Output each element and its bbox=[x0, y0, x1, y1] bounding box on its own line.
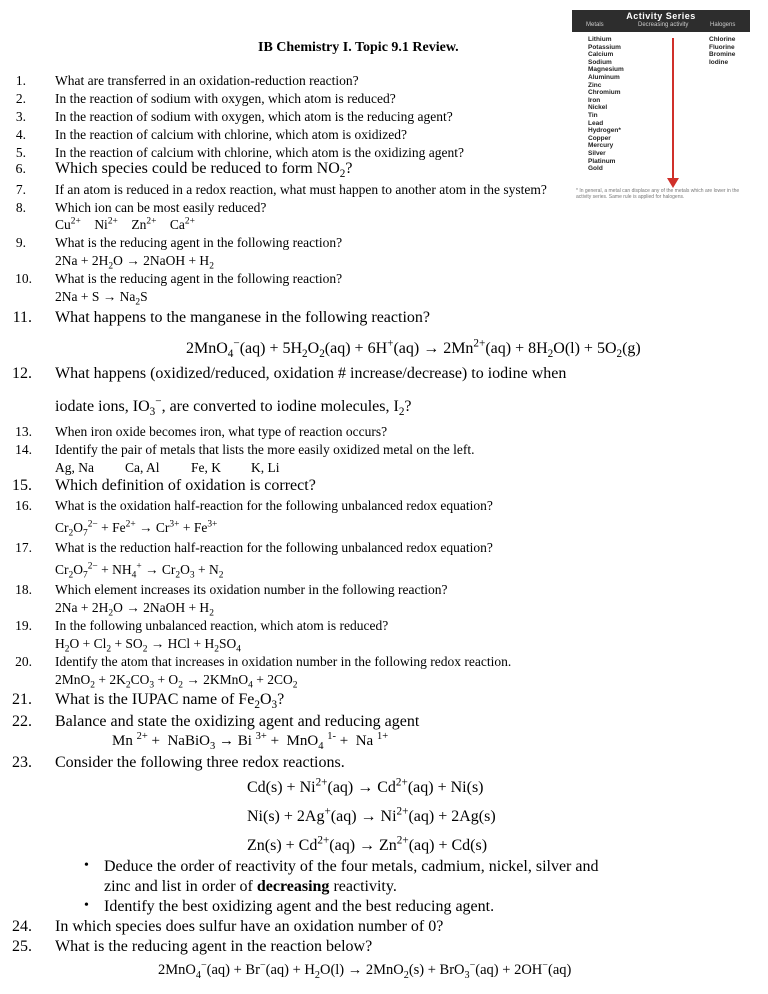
question-23-bullet-1-line-2: zinc and list in order of decreasing reactivity. bbox=[104, 878, 397, 895]
question-14-option-4: K, Li bbox=[251, 460, 280, 475]
metal-item: Sodium bbox=[588, 58, 612, 66]
metal-item: Calcium bbox=[588, 51, 614, 59]
question-23-bullet-2: Identify the best oxidizing agent and the best reducing agent. bbox=[104, 898, 495, 915]
question-14-option-2: Ca, Al bbox=[125, 460, 160, 475]
halogens-list bbox=[709, 36, 735, 66]
bullet-icon: • bbox=[84, 858, 89, 873]
metal-item: Lead bbox=[588, 119, 604, 127]
question-22-equation: Mn $^{2+}$ + NaBiO$_3$ → Bi $^{3+}$ + MnO$_4$ $^{1-}$ + Na $^{1+}$ bbox=[112, 731, 389, 752]
question-18-equation: $2Na + 2H_2O$ → 2NaOH + $H_2$ bbox=[55, 600, 214, 619]
metal-item: Silver bbox=[588, 149, 606, 157]
activity-series-note: * In general, a metal can displace any of the metals which are lower in the activity series. Same rule is applied for halogens. bbox=[576, 188, 740, 200]
metal-item: Chromium bbox=[588, 89, 621, 97]
question-9-equation: $2Na + 2H_2O$ → 2NaOH + $H_2$ bbox=[55, 253, 214, 272]
metal-item: Potassium bbox=[588, 43, 621, 51]
metal-item: Lithium bbox=[588, 36, 612, 43]
metal-item: Gold bbox=[588, 165, 603, 173]
metal-item: Tin bbox=[588, 111, 598, 119]
question-16-equation: $Cr_2O_7^{2-} + Fe^{2+} \to Cr^{3+} + Fe^{3+}$ bbox=[55, 519, 218, 539]
metals-list bbox=[588, 36, 624, 173]
metal-item: Magnesium bbox=[588, 66, 624, 74]
halogens-column-label: Halogens bbox=[710, 22, 736, 28]
question-12-continued: iodate ions, $IO_3^-$, are converted to iodine molecules, $I_2$? bbox=[55, 395, 412, 419]
halogen-item: Bromine bbox=[709, 51, 736, 59]
question-23-reaction-1: $Cd(s) + Ni^{2+}(aq) \to Cd^{2+}(aq) + Ni(s)$ bbox=[247, 776, 484, 796]
question-10-equation: $2Na + S \to Na_2S$ bbox=[55, 289, 148, 308]
question-11-equation: $2MnO_4^-(aq) + 5H_2O_2(aq) + 6H^+(aq) \to 2Mn^{2+}(aq) + 8H_2O(l) + 5O_2(g)$ bbox=[186, 337, 641, 361]
question-25-equation: $2MnO_4^-(aq) + Br^-(aq) + H_2O(l) \to 2MnO_2(s) + BrO_3^-(aq) + 2OH^-(aq)$ bbox=[158, 960, 572, 981]
question-23-reaction-3: $Zn(s) + Cd^{2+}(aq) \to Zn^{2+}(aq) + Cd(s)$ bbox=[247, 834, 488, 854]
activity-series-header bbox=[572, 10, 750, 32]
decreasing-activity-arrow bbox=[672, 38, 674, 180]
metal-item: Hydrogen* bbox=[588, 127, 621, 135]
metals-column-label: Metals bbox=[586, 22, 604, 28]
activity-series-panel bbox=[572, 10, 750, 200]
metal-item: Iron bbox=[588, 96, 601, 104]
halogen-item: Iodine bbox=[709, 58, 729, 66]
halogen-item: Chlorine bbox=[709, 36, 736, 43]
metal-item: Mercury bbox=[588, 142, 614, 150]
activity-column-label: Decreasing activity bbox=[638, 22, 689, 28]
question-23-reaction-2: $Ni(s) + 2Ag^+(aq) \to Ni^{2+}(aq) + 2Ag(s)$ bbox=[247, 805, 496, 825]
page-title: IB Chemistry I. Topic 9.1 Review. bbox=[258, 40, 459, 55]
question-20-equation: $2MnO_2 + 2K_2CO_3 + O_2$ → 2KMnO$_4$ + $2CO_2$ bbox=[55, 672, 298, 691]
bullet-icon: • bbox=[84, 898, 89, 913]
metal-item: Platinum bbox=[588, 157, 616, 165]
question-19-equation: $H_2O + Cl_2 + SO_2$ → HCl + $H_2SO_4$ bbox=[55, 636, 241, 655]
metal-item: Aluminum bbox=[588, 73, 620, 81]
question-17-equation: $Cr_2O_7^{2-} + NH_4^+ \to Cr_2O_3 + N_2$ bbox=[55, 561, 224, 581]
question-14-option-3: Fe, K bbox=[191, 460, 221, 475]
metal-item: Copper bbox=[588, 134, 611, 142]
halogen-item: Fluorine bbox=[709, 43, 735, 51]
metal-item: Nickel bbox=[588, 104, 608, 112]
question-23-bullet-1-line-1: Deduce the order of reactivity of the four metals, cadmium, nickel, silver and bbox=[104, 858, 599, 875]
question-14-option-1: Ag, Na bbox=[55, 460, 94, 475]
question-8-ions: $Cu^{2+}$ $Ni^{2+}$ $Zn^{2+}$ $Ca^{2+}$ bbox=[55, 216, 195, 232]
activity-series-title: Activity Series bbox=[626, 11, 696, 21]
metal-item: Zinc bbox=[588, 81, 602, 89]
arrow-head-icon bbox=[667, 178, 679, 188]
